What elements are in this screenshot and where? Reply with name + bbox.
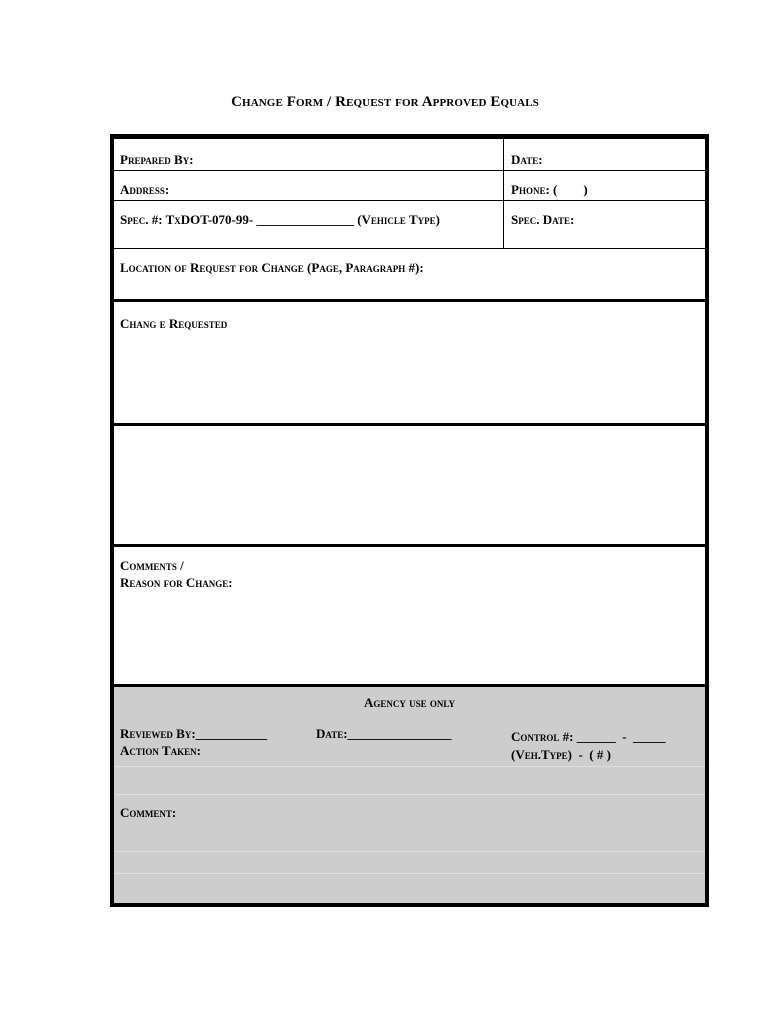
agency-use-section: [114, 685, 705, 903]
vehicle-type-label: (Veh.Type) - ( # ): [511, 747, 611, 762]
prepared-by-field[interactable]: Prepared By:: [120, 152, 194, 167]
section-divider: [114, 684, 705, 687]
change-request-form: [110, 134, 709, 907]
column-divider: [503, 138, 504, 249]
faint-line: [114, 766, 705, 767]
row-divider: [114, 138, 705, 139]
control-number-field[interactable]: Control #: ______ - _____: [511, 729, 666, 744]
faint-line: [114, 794, 705, 795]
section-divider: [114, 544, 705, 547]
change-requested-field[interactable]: Chang e Requested: [120, 316, 228, 331]
row-divider: [114, 170, 705, 171]
row-divider: [114, 200, 705, 201]
address-field[interactable]: Address:: [120, 182, 170, 197]
spec-date-field[interactable]: Spec. Date:: [511, 212, 575, 227]
change-detail-area[interactable]: [114, 427, 705, 545]
location-field[interactable]: Location of Request for Change (Page, Paragraph #):: [120, 260, 424, 275]
phone-field[interactable]: Phone: ( ): [511, 182, 588, 197]
row-divider: [114, 248, 705, 249]
spec-number-field[interactable]: Spec. #: TxDOT-070-99- _______________ (Vehicle Type): [120, 212, 440, 227]
section-divider: [114, 423, 705, 426]
form-title: Change Form / Request for Approved Equals: [231, 94, 539, 110]
comments-label: Comments /: [120, 558, 184, 573]
section-divider: [114, 299, 705, 302]
agency-date-field[interactable]: Date:________________: [316, 726, 452, 741]
comment-field[interactable]: Comment:: [120, 805, 177, 820]
faint-line: [114, 873, 705, 874]
reviewed-by-field[interactable]: Reviewed By:___________: [120, 726, 268, 741]
reason-label: Reason for Change:: [120, 575, 233, 590]
faint-line: [114, 851, 705, 852]
comments-field[interactable]: [114, 550, 705, 684]
action-taken-field[interactable]: Action Taken:: [120, 743, 201, 758]
agency-heading: Agency use only: [363, 695, 456, 710]
date-field[interactable]: Date:: [511, 152, 543, 167]
